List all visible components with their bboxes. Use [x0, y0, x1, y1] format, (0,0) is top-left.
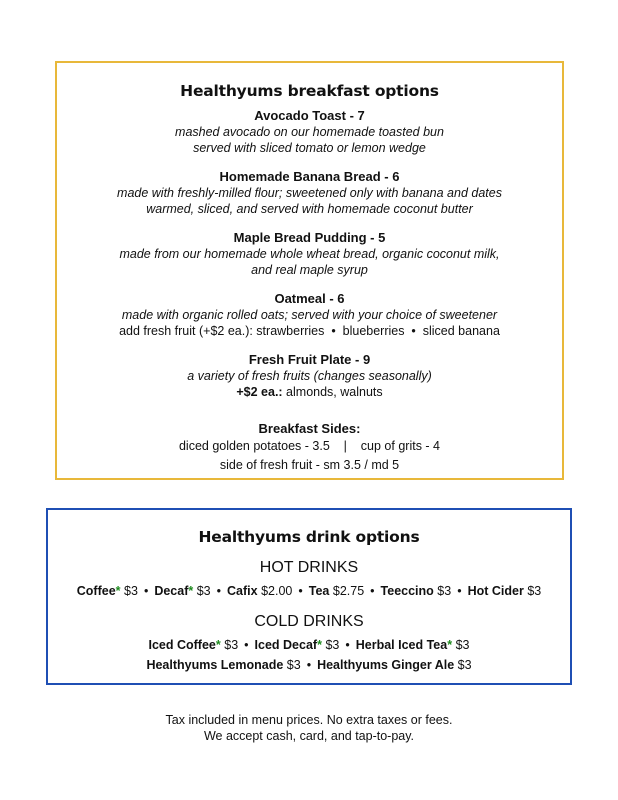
item-addon: add fresh fruit (+$2 ea.): strawberries • blueberries • sliced banana: [119, 324, 500, 338]
menu-item-banana-bread: [57, 169, 562, 217]
item-name: Maple Bread Pudding - 5: [233, 230, 386, 245]
sides-line: side of fresh fruit - sm 3.5 / md 5: [219, 458, 400, 472]
addon-text: almonds, walnuts: [282, 385, 383, 399]
drink-name: Cafix: [227, 584, 258, 598]
item-description: mashed avocado on our homemade toasted bun: [175, 125, 444, 139]
bullet-separator: •: [345, 638, 350, 652]
drink-item: [381, 584, 452, 598]
decaf-available-star: *: [115, 584, 121, 598]
drink-price: $3: [455, 638, 470, 652]
bullet-separator: •: [143, 584, 149, 598]
item-description: warmed, sliced, and served with homemade coconut butter: [146, 202, 473, 216]
drink-item: [255, 638, 340, 652]
breakfast-sides: [57, 420, 562, 475]
drink-price: $3: [196, 584, 211, 598]
drink-item: [227, 584, 292, 598]
drink-item: [146, 658, 300, 672]
bullet-separator: •: [370, 584, 375, 598]
drink-item: [149, 638, 239, 652]
decaf-available-star: *: [188, 584, 194, 598]
drink-item: [317, 658, 471, 672]
item-name: Oatmeal - 6: [274, 291, 345, 306]
item-description: a variety of fresh fruits (changes seasonally): [187, 369, 432, 383]
hot-drinks-row: [48, 581, 570, 601]
drink-name: Iced Decaf: [254, 638, 318, 652]
drink-name: Herbal Iced Tea: [355, 638, 448, 652]
bullet-separator: •: [244, 638, 249, 652]
bullet-separator: •: [457, 584, 462, 598]
menu-item-fruit-plate: [57, 352, 562, 400]
drink-name: Tea: [308, 584, 330, 598]
menu-item-bread-pudding: [57, 230, 562, 278]
breakfast-menu-box: [55, 61, 564, 480]
drink-name: Teeccino: [380, 584, 434, 598]
drink-price: $3: [437, 584, 452, 598]
bullet-separator: •: [306, 658, 312, 672]
sides-title: Breakfast Sides:: [258, 421, 361, 436]
item-name: Homemade Banana Bread - 6: [219, 169, 400, 184]
menu-item-oatmeal: [57, 291, 562, 339]
drink-price: $3: [286, 658, 301, 672]
drink-price: $3: [457, 658, 472, 672]
drink-item: [309, 584, 364, 598]
breakfast-title: Healthyums breakfast options: [180, 82, 439, 100]
item-description: made from our homemade whole wheat bread, organic coconut milk,: [119, 247, 500, 261]
drink-name: Coffee: [76, 584, 116, 598]
footer-line: We accept cash, card, and tap-to-pay.: [203, 729, 415, 743]
item-description: served with sliced tomato or lemon wedge: [193, 141, 426, 155]
footer-line: Tax included in menu prices. No extra taxes or fees.: [165, 713, 453, 727]
sides-line: diced golden potatoes - 3.5 | cup of grits - 4: [178, 439, 441, 453]
item-description: made with organic rolled oats; served with your choice of sweetener: [121, 308, 498, 322]
drink-price: $3: [325, 638, 340, 652]
decaf-available-star: *: [447, 638, 453, 652]
item-description: and real maple syrup: [251, 263, 368, 277]
drink-item: [468, 584, 542, 598]
menu-item-avocado-toast: [57, 108, 562, 156]
cold-drinks-heading: COLD DRINKS: [254, 613, 364, 630]
cold-drinks-row: [48, 655, 570, 675]
drink-price: $2.00: [261, 584, 293, 598]
footer-note: [0, 712, 618, 744]
cold-drinks-row: [48, 635, 570, 655]
drink-name: Iced Coffee: [148, 638, 216, 652]
drink-item: [77, 584, 138, 598]
drink-name: Healthyums Ginger Ale: [317, 658, 455, 672]
drink-price: $3: [124, 584, 138, 598]
drink-price: $3: [527, 584, 542, 598]
drink-item: [356, 638, 470, 652]
item-description: made with freshly-milled flour; sweetened only with banana and dates: [117, 186, 502, 200]
drink-price: $3: [224, 638, 239, 652]
decaf-available-star: *: [317, 638, 322, 652]
drink-name: Healthyums Lemonade: [146, 658, 284, 672]
drink-name: Hot Cider: [467, 584, 524, 598]
bullet-separator: •: [216, 584, 222, 598]
item-addon: [57, 384, 562, 400]
drink-item: [154, 584, 210, 598]
item-name: Avocado Toast - 7: [254, 108, 365, 123]
drinks-menu-box: [46, 508, 572, 685]
hot-drinks-heading: HOT DRINKS: [259, 559, 359, 576]
item-name: Fresh Fruit Plate - 9: [248, 352, 371, 367]
drinks-title: Healthyums drink options: [198, 528, 420, 546]
bullet-separator: •: [298, 584, 303, 598]
decaf-available-star: *: [215, 638, 221, 652]
drink-price: $2.75: [332, 584, 365, 598]
addon-label: +$2 ea.:: [236, 385, 283, 399]
drink-name: Decaf: [154, 584, 189, 598]
